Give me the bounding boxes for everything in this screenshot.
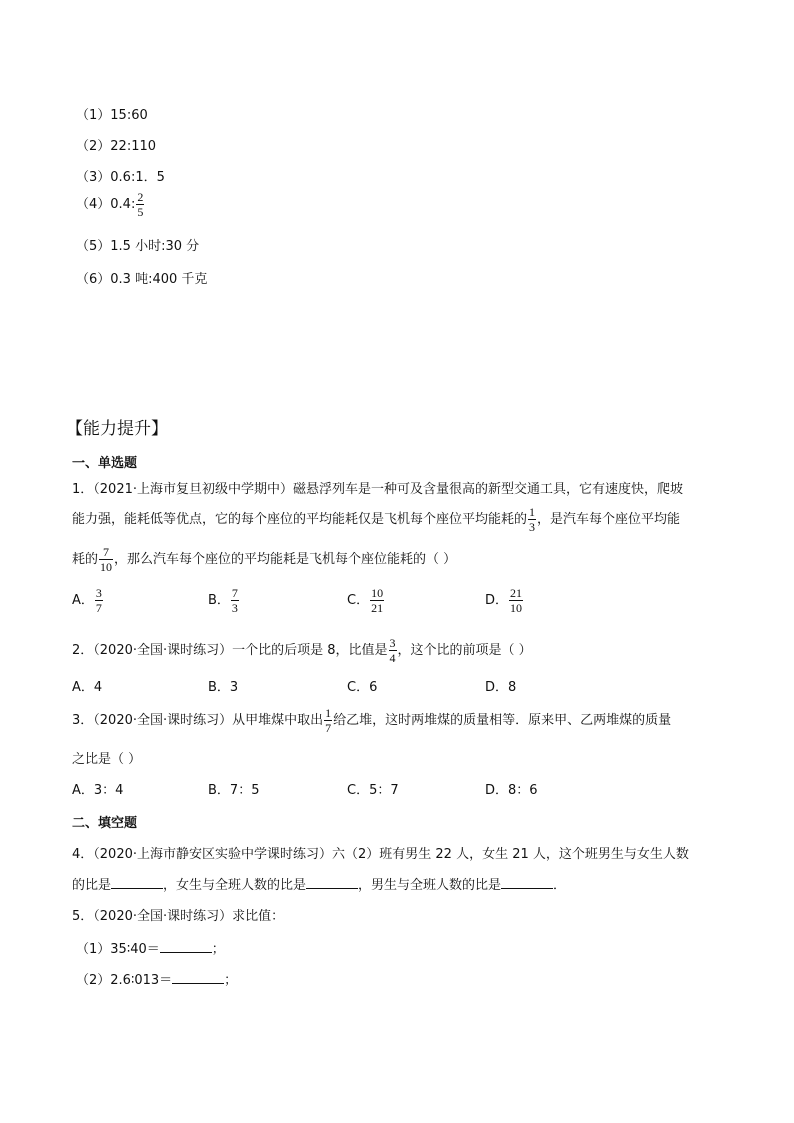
fraction: $\frac{1}{3}$ (529, 505, 536, 534)
fraction: $\frac{2}{5}$ (137, 190, 144, 219)
option-a[interactable]: A．4 (72, 680, 103, 695)
option-d[interactable]: D．8：6 (485, 783, 538, 798)
question-line (72, 843, 689, 862)
question-text: 能力强，能耗低等优点，它的每个座位的平均能耗仅是飞机每个座位平均能耗的 (72, 512, 528, 527)
option-d[interactable]: D． $\frac{21}{10}$ (485, 586, 523, 615)
question-number: 4． (72, 847, 94, 862)
option-a[interactable]: A．3：4 (72, 783, 124, 798)
question-line: 之比是（ ） (72, 752, 142, 767)
fraction: $\frac{3}{7}$ (95, 586, 102, 615)
answer-blank[interactable] (160, 940, 212, 953)
question-number: 2． (72, 643, 94, 658)
question-line (72, 637, 532, 664)
item-label: （3） (76, 170, 111, 185)
question-text: 给乙堆，这时两堆煤的质量相等．原来甲、乙两堆煤的质量 (333, 713, 672, 728)
section-heading-single-choice: 一、单选题 (72, 456, 138, 471)
question-line (72, 506, 680, 533)
question-source: （2020·上海市静安区实验中学课时练习） (93, 847, 332, 862)
fraction: $\frac{10}{21}$ (371, 586, 384, 615)
question-text: ，这个比的前项是（ ） (397, 643, 532, 658)
list-item (76, 191, 145, 218)
item-label: （6） (76, 272, 111, 287)
question-text: 求比值： (232, 909, 285, 924)
question-text: ，是汽车每个座位平均能 (537, 512, 681, 527)
option-b[interactable]: B．7：5 (208, 783, 260, 798)
list-item (76, 268, 207, 287)
list-item (76, 135, 156, 154)
fraction: $\frac{7}{10}$ (100, 545, 113, 574)
answer-blank[interactable] (172, 971, 224, 984)
question-line (72, 546, 456, 573)
question-source: （2020·全国·课时练习） (93, 713, 233, 728)
section-heading-fill-blank: 二、填空题 (72, 816, 138, 831)
fraction: $\frac{7}{3}$ (231, 586, 238, 615)
list-item (76, 104, 148, 123)
item-text: 1.5 小时:30 分 (110, 239, 200, 254)
question-line: 的比是 ，女生与全班人数的比是 ，男生与全班人数的比是 ． (72, 878, 567, 893)
answer-blank[interactable] (111, 876, 163, 889)
question-text: ，那么汽车每个座位的平均能耗是飞机每个座位能耗的（ ） (114, 552, 457, 567)
question-number: 3． (72, 713, 94, 728)
item-text: 22:110 (110, 139, 157, 154)
option-a[interactable]: A． $\frac{3}{7}$ (72, 586, 102, 615)
question-number: 1． (72, 482, 94, 497)
item-text: 15:60 (110, 108, 148, 123)
option-c[interactable]: C．6 (347, 680, 378, 695)
question-source: （2021·上海市复旦初级中学期中） (93, 482, 293, 497)
item-text: 0.4: (110, 197, 136, 212)
option-c[interactable]: C．5：7 (347, 783, 399, 798)
question-text: 耗的 (72, 552, 99, 567)
item-label: （2） (76, 139, 111, 154)
answer-blank[interactable] (306, 876, 358, 889)
question-text: 一个比的后项是 8，比值是 (232, 643, 388, 658)
question-text: 六（2）班有男生 22 人，女生 21 人，这个班男生与女生人数 (332, 847, 689, 862)
answer-blank[interactable] (501, 876, 553, 889)
question-text: 从甲堆煤中取出 (232, 713, 324, 728)
question-source: （2020·全国·课时练习） (93, 643, 233, 658)
question-text: 磁悬浮列车是一种可及含量很高的新型交通工具，它有速度快，爬坡 (293, 482, 684, 497)
item-label: （1） (76, 108, 111, 123)
question-line (72, 478, 683, 497)
list-item (76, 166, 165, 185)
option-d[interactable]: D．8 (485, 680, 517, 695)
question-line (72, 905, 284, 924)
question-number: 5． (72, 909, 94, 924)
question-line (72, 707, 671, 734)
fraction: $\frac{3}{4}$ (389, 636, 396, 665)
item-text: 0.6:1．5 (110, 170, 165, 185)
list-item: （2）2.6∶013＝ ； (76, 973, 238, 988)
item-label: （5） (76, 239, 111, 254)
section-title: 【能力提升】 (66, 419, 168, 439)
option-b[interactable]: B． $\frac{7}{3}$ (208, 586, 238, 615)
fraction: $\frac{1}{7}$ (325, 706, 332, 735)
option-c[interactable]: C． $\frac{10}{21}$ (347, 586, 384, 615)
fraction: $\frac{21}{10}$ (510, 586, 523, 615)
question-source: （2020·全国·课时练习） (93, 909, 233, 924)
list-item: （1）35∶40＝ ； (76, 942, 225, 957)
item-text: 0.3 吨:400 千克 (110, 272, 208, 287)
list-item (76, 235, 199, 254)
option-b[interactable]: B．3 (208, 680, 239, 695)
item-label: （4） (76, 197, 111, 212)
